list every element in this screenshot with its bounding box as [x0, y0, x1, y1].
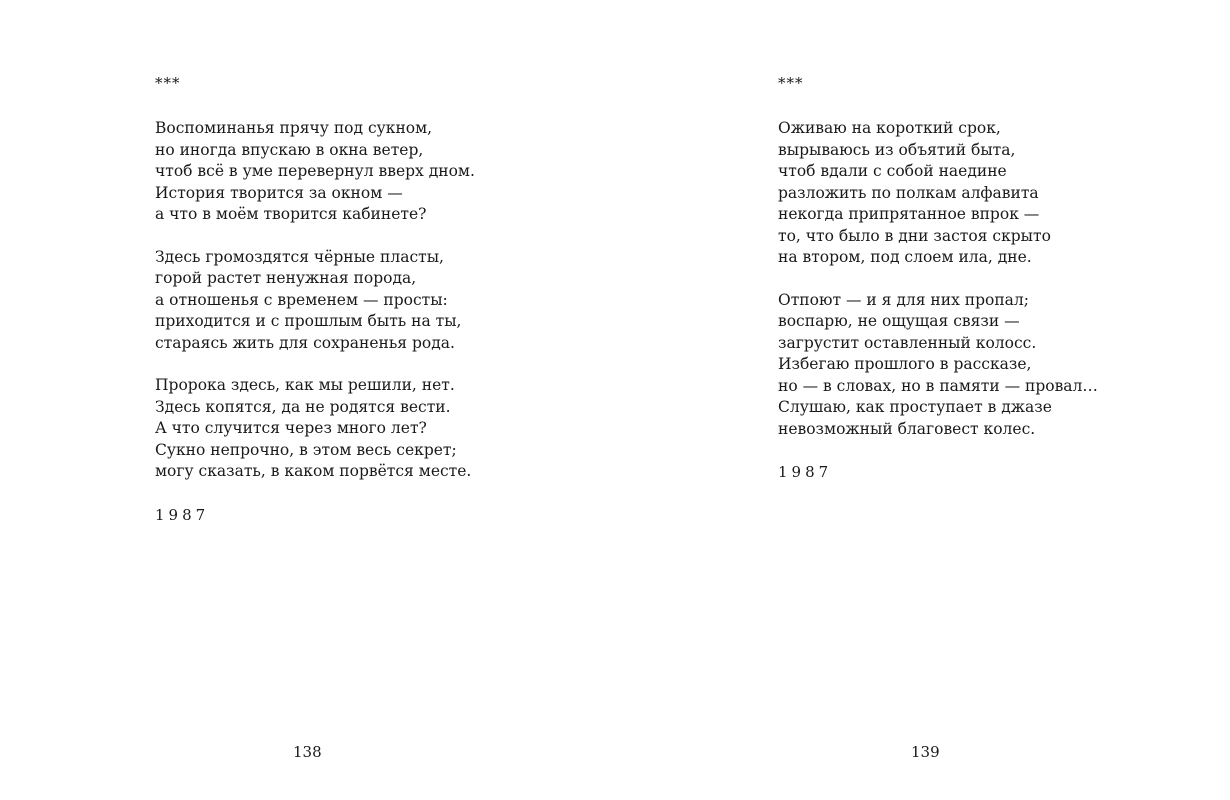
poem-line: Избегаю прошлого в рассказе,: [778, 355, 1032, 373]
stanza-2: [778, 290, 1098, 441]
poem-line: загрустит оставленный колосс.: [778, 333, 1037, 352]
page-number: 139: [911, 743, 940, 761]
poem-line: Здесь копятся, да не родятся вести.: [155, 397, 451, 416]
poem-line: Здесь громоздятся чёрные пласты,: [155, 247, 444, 266]
stanza-1: [778, 118, 1098, 269]
poem-line: приходится и с прошлым быть на ты,: [155, 312, 462, 330]
poem-line: А что случится через много лет?: [155, 419, 427, 437]
poem-year: 1987: [155, 505, 210, 524]
poem-line: чтоб вдали с собой наедине: [778, 162, 1007, 180]
poem-line: а отношенья с временем — просты:: [155, 290, 448, 309]
poem-line: История творится за окном —: [155, 183, 403, 202]
stanza-3: [155, 375, 475, 483]
poem-line: могу сказать, в каком порвётся месте.: [155, 462, 472, 480]
poem-line: Воспоминанья прячу под сукном,: [155, 119, 433, 137]
poem-line: Слушаю, как проступает в джазе: [778, 398, 1052, 416]
poem-line: а что в моём творится кабинете?: [155, 205, 427, 223]
poem-line: горой растет ненужная порода,: [155, 269, 417, 287]
poem-line: но — в словах, но в памяти — провал…: [778, 376, 1098, 395]
poem-line: Пророка здесь, как мы решили, нет.: [155, 376, 455, 394]
page-number: 138: [293, 743, 322, 761]
poem-line: разложить по полкам алфавита: [778, 183, 1039, 202]
poem-line: Оживаю на короткий срок,: [778, 119, 1001, 137]
poem-line: то, что было в дни застоя скрыто: [778, 226, 1051, 245]
poem-year: 1987: [778, 463, 833, 481]
poem-line: Сукно непрочно, в этом весь секрет;: [155, 440, 457, 459]
poem-separator: ***: [155, 74, 181, 92]
poem-line: чтоб всё в уме перевернул вверх дном.: [155, 162, 475, 180]
poem-left: [155, 74, 475, 526]
poem-line: стараясь жить для сохраненья рода.: [155, 333, 455, 352]
poem-line: невозможный благовест колес.: [778, 419, 1036, 438]
poem-separator: ***: [778, 74, 804, 92]
poem-line: но иногда впускаю в окна ветер,: [155, 140, 424, 159]
poem-line: вырываюсь из объятий быта,: [778, 140, 1016, 159]
poem-right: [778, 74, 1098, 483]
stanza-1: [155, 118, 475, 226]
poem-line: на втором, под слоем ила, дне.: [778, 248, 1032, 266]
stanza-2: [155, 247, 475, 355]
poem-line: воспарю, не ощущая связи —: [778, 312, 1020, 330]
poem-line: Отпоют — и я для них пропал;: [778, 290, 1029, 309]
poem-line: некогда припрятанное впрок —: [778, 205, 1040, 223]
right-page: [615, 0, 1230, 800]
